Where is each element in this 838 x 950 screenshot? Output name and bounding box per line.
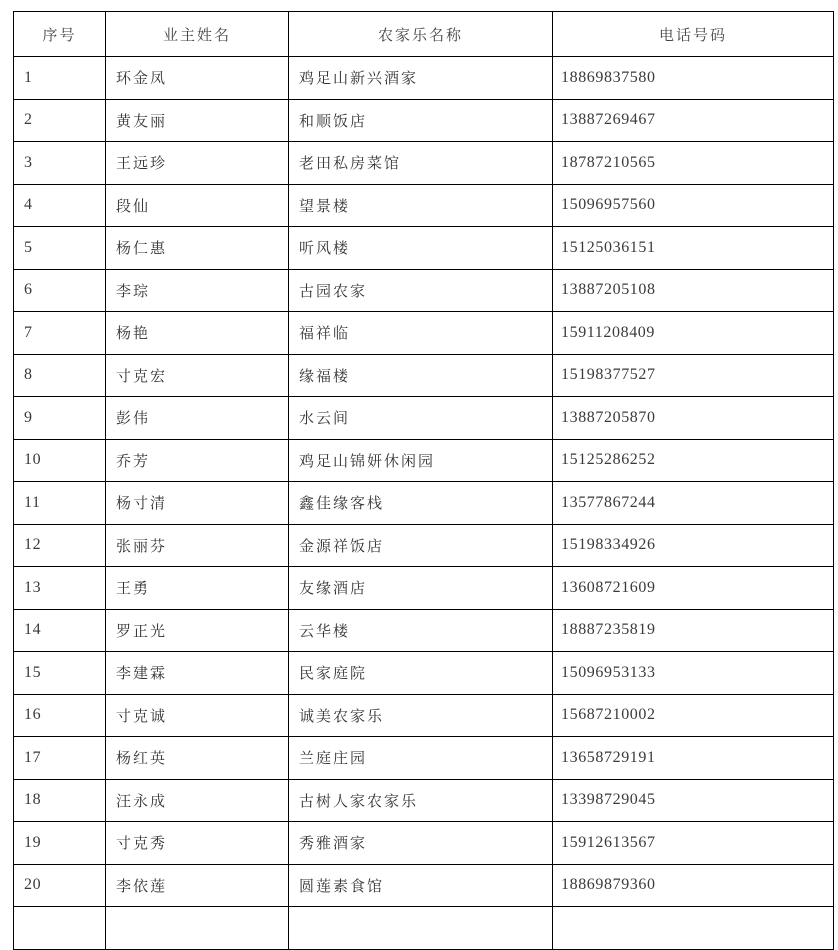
phone-cell: 18869879360 [553, 864, 834, 907]
farm-name-cell: 听风楼 [289, 227, 553, 270]
row-index: 9 [14, 397, 106, 440]
row-index: 3 [14, 142, 106, 185]
phone-cell: 18787210565 [553, 142, 834, 185]
owner-name-cell: 杨仁惠 [106, 227, 289, 270]
row-index: 14 [14, 609, 106, 652]
phone-cell: 15912613567 [553, 822, 834, 865]
owner-name-cell: 寸克诚 [106, 694, 289, 737]
row-index: 18 [14, 779, 106, 822]
farm-name-cell: 望景楼 [289, 184, 553, 227]
owner-name-cell: 罗正光 [106, 609, 289, 652]
row-index: 6 [14, 269, 106, 312]
table-row [14, 524, 834, 567]
farm-name-cell: 兰庭庄园 [289, 737, 553, 780]
table-row [14, 142, 834, 185]
row-index: 1 [14, 57, 106, 100]
header-index: 序号 [14, 12, 106, 57]
row-index: 13 [14, 567, 106, 610]
farm-name-cell: 缘福楼 [289, 354, 553, 397]
phone-cell: 13887205870 [553, 397, 834, 440]
farm-name-cell [289, 907, 553, 950]
owner-name-cell: 黄友丽 [106, 99, 289, 142]
owner-name-cell: 环金凤 [106, 57, 289, 100]
farm-name-cell: 金源祥饭店 [289, 524, 553, 567]
phone-cell: 15198377527 [553, 354, 834, 397]
row-index: 7 [14, 312, 106, 355]
farm-name-cell: 和顺饭店 [289, 99, 553, 142]
farm-name-cell: 老田私房菜馆 [289, 142, 553, 185]
table-row [14, 57, 834, 100]
farm-name-cell: 秀雅酒家 [289, 822, 553, 865]
table-row [14, 439, 834, 482]
phone-cell: 15911208409 [553, 312, 834, 355]
farm-name-cell: 水云间 [289, 397, 553, 440]
phone-cell: 15687210002 [553, 694, 834, 737]
row-index: 10 [14, 439, 106, 482]
phone-cell: 15125286252 [553, 439, 834, 482]
table-row [14, 354, 834, 397]
farm-stay-table [13, 11, 834, 950]
owner-name-cell: 彭伟 [106, 397, 289, 440]
header-row [14, 12, 834, 57]
table-row [14, 864, 834, 907]
table-row [14, 397, 834, 440]
row-index: 8 [14, 354, 106, 397]
table-header [14, 12, 834, 57]
farm-name-cell: 鸡足山锦妍休闲园 [289, 439, 553, 482]
row-index: 15 [14, 652, 106, 695]
farm-name-cell: 古园农家 [289, 269, 553, 312]
row-index: 17 [14, 737, 106, 780]
farm-name-cell: 民家庭院 [289, 652, 553, 695]
phone-cell: 13658729191 [553, 737, 834, 780]
owner-name-cell: 寸克秀 [106, 822, 289, 865]
farm-name-cell: 云华楼 [289, 609, 553, 652]
owner-name-cell: 王远珍 [106, 142, 289, 185]
farm-name-cell: 圆莲素食馆 [289, 864, 553, 907]
farm-name-cell: 古树人家农家乐 [289, 779, 553, 822]
row-index: 16 [14, 694, 106, 737]
table-row [14, 779, 834, 822]
table-row [14, 907, 834, 950]
table-row [14, 609, 834, 652]
table-row [14, 312, 834, 355]
table-row [14, 652, 834, 695]
owner-name-cell [106, 907, 289, 950]
row-index: 19 [14, 822, 106, 865]
table-row [14, 482, 834, 525]
table-row [14, 269, 834, 312]
phone-cell: 15096953133 [553, 652, 834, 695]
owner-name-cell: 杨艳 [106, 312, 289, 355]
phone-cell: 15125036151 [553, 227, 834, 270]
phone-cell: 15198334926 [553, 524, 834, 567]
row-index: 12 [14, 524, 106, 567]
owner-name-cell: 杨红英 [106, 737, 289, 780]
table-row [14, 737, 834, 780]
owner-name-cell: 张丽芬 [106, 524, 289, 567]
farm-name-cell: 友缘酒店 [289, 567, 553, 610]
phone-cell: 15096957560 [553, 184, 834, 227]
row-index: 20 [14, 864, 106, 907]
farm-name-cell: 福祥临 [289, 312, 553, 355]
owner-name-cell: 乔芳 [106, 439, 289, 482]
table-row [14, 567, 834, 610]
phone-cell: 13577867244 [553, 482, 834, 525]
row-index: 4 [14, 184, 106, 227]
phone-cell [553, 907, 834, 950]
owner-name-cell: 段仙 [106, 184, 289, 227]
table-row [14, 227, 834, 270]
header-phone: 电话号码 [553, 12, 834, 57]
phone-cell: 13608721609 [553, 567, 834, 610]
table-row [14, 184, 834, 227]
phone-cell: 13887205108 [553, 269, 834, 312]
owner-name-cell: 李建霖 [106, 652, 289, 695]
phone-cell: 18887235819 [553, 609, 834, 652]
phone-cell: 13887269467 [553, 99, 834, 142]
row-index: 5 [14, 227, 106, 270]
table-row [14, 822, 834, 865]
row-index [14, 907, 106, 950]
table-row [14, 99, 834, 142]
farm-name-cell: 鸡足山新兴酒家 [289, 57, 553, 100]
table-body [14, 57, 834, 950]
header-farm-name: 农家乐名称 [289, 12, 553, 57]
phone-cell: 18869837580 [553, 57, 834, 100]
owner-name-cell: 汪永成 [106, 779, 289, 822]
farm-name-cell: 诚美农家乐 [289, 694, 553, 737]
owner-name-cell: 寸克宏 [106, 354, 289, 397]
phone-cell: 13398729045 [553, 779, 834, 822]
row-index: 2 [14, 99, 106, 142]
header-owner-name: 业主姓名 [106, 12, 289, 57]
farm-name-cell: 鑫佳缘客栈 [289, 482, 553, 525]
row-index: 11 [14, 482, 106, 525]
owner-name-cell: 王勇 [106, 567, 289, 610]
owner-name-cell: 杨寸清 [106, 482, 289, 525]
owner-name-cell: 李依莲 [106, 864, 289, 907]
table-row [14, 694, 834, 737]
owner-name-cell: 李琮 [106, 269, 289, 312]
